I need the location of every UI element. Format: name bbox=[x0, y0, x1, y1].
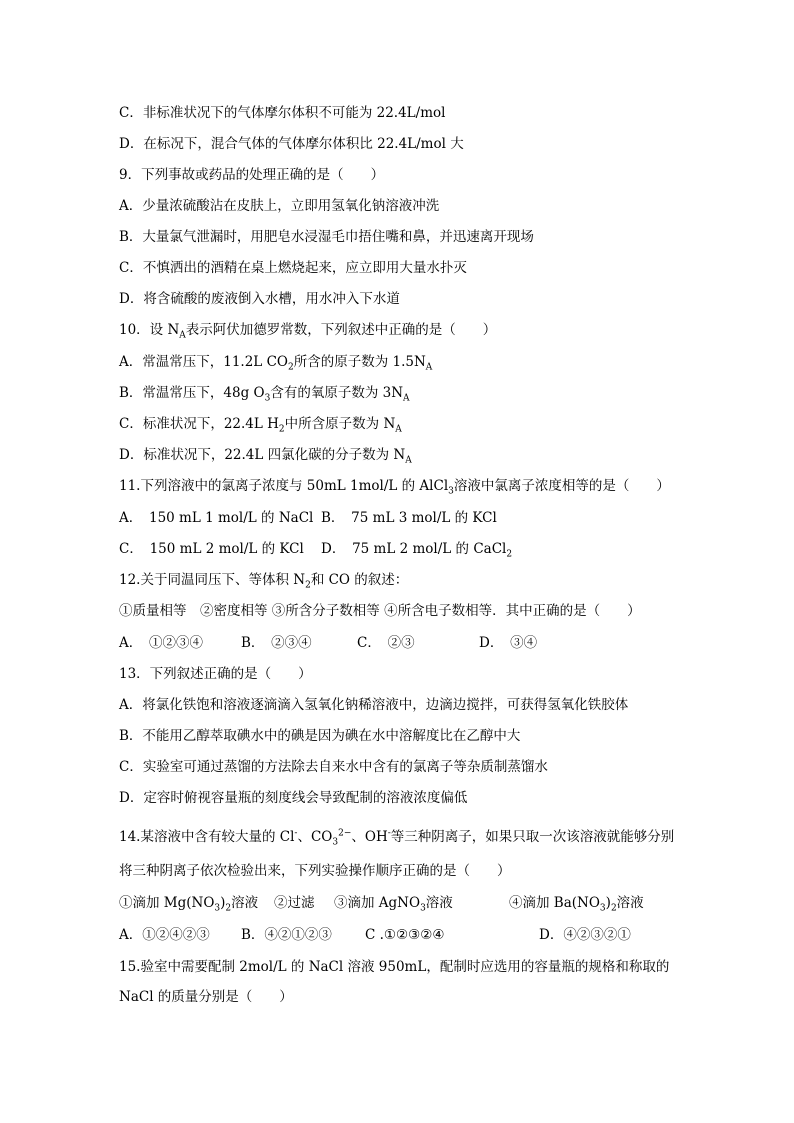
q14-option-a: A．①②④②③ bbox=[119, 927, 210, 943]
q14-option-b: B．④②①②③ bbox=[241, 927, 332, 943]
q10-option-c: C．标准状况下，22.4L $H_2$中所含原子数为 $N_A$ bbox=[119, 416, 402, 435]
q14-stem-line2: 将三种阴离子依次检验出来，下列实验操作顺序正确的是（ ） bbox=[119, 863, 511, 879]
q12-option-d: D． ③④ bbox=[479, 635, 538, 651]
q9-option-c: C．不慎洒出的酒精在桌上燃烧起来，应立即用大量水扑灭 bbox=[119, 260, 467, 276]
q8-option-c: C．非标准状况下的气体摩尔体积不可能为 22.4L/mol bbox=[119, 105, 446, 121]
q9-option-d: D．将含硫酸的废液倒入水槽，用水冲入下水道 bbox=[119, 291, 400, 307]
q14-option-c: C .①②③②④ bbox=[365, 927, 445, 943]
q10-option-a: A．常温常压下，11.2L $CO_2$所含的原子数为 $1.5N_A$ bbox=[119, 354, 433, 373]
q12-stem: 12.关于同温同压下、等体积 $N_2$和 CO 的叙述： bbox=[119, 572, 409, 591]
q14-operation-2: ②过滤 bbox=[274, 895, 315, 911]
q12-option-a: A． ①②③④ bbox=[119, 635, 203, 651]
q9-option-a: A．少量浓硫酸沾在皮肤上，立即用氢氧化钠溶液冲洗 bbox=[119, 198, 440, 214]
q11-option-c: C． 150 mL 2 mol/L 的 KCl bbox=[119, 541, 304, 557]
q11-option-a: A． 150 mL 1 mol/L 的 NaCl bbox=[119, 510, 314, 526]
q14-operation-1: ①滴加 $Mg(NO_3)_2$溶液 bbox=[119, 895, 259, 914]
q12-option-b: B． ②③④ bbox=[241, 635, 312, 651]
q13-option-d: D．定容时俯视容量瓶的刻度线会导致配制的溶液浓度偏低 bbox=[119, 790, 468, 806]
q11-option-d: D． 75 mL 2 mol/L 的 CaCl$_2$ bbox=[321, 541, 513, 560]
q14-option-d: D．④②③②① bbox=[539, 927, 631, 943]
q13-option-b: B．不能用乙醇萃取碘水中的碘是因为碘在水中溶解度比在乙醇中大 bbox=[119, 728, 521, 744]
q14-operation-3: ③滴加 AgNO$_3$溶液 bbox=[334, 895, 453, 914]
q14-operations bbox=[119, 894, 644, 912]
q12-option-c: C． ②③ bbox=[357, 635, 415, 651]
q8-option-d: D．在标况下，混合气体的气体摩尔体积比 22.4L/mol 大 bbox=[119, 136, 464, 152]
q15-stem-line1: 15.验室中需要配制 2mol/L 的 NaCl 溶液 950mL，配制时应选用的容量瓶的规格和称取的 bbox=[119, 959, 670, 975]
q9-stem: 9．下列事故或药品的处理正确的是（ ） bbox=[119, 167, 385, 183]
q10-option-b: B．常温常压下，48g $O_3$含有的氧原子数为 $3N_A$ bbox=[119, 385, 410, 404]
q13-option-c: C．实验室可通过蒸馏的方法除去自来水中含有的氯离子等杂质制蒸馏水 bbox=[119, 759, 548, 775]
q13-option-a: A．将氯化铁饱和溶液逐滴滴入氢氧化钠稀溶液中，边滴边搅拌，可获得氢氧化铁胶体 bbox=[119, 697, 629, 713]
q11-option-b: B． 75 mL 3 mol/L 的 KCl bbox=[321, 510, 497, 526]
q9-option-b: B．大量氯气泄漏时，用肥皂水浸湿毛巾捂住嘴和鼻，并迅速离开现场 bbox=[119, 229, 534, 245]
q14-operation-4: ④滴加 $Ba(NO_3)_2$溶液 bbox=[509, 895, 644, 914]
q14-options bbox=[119, 926, 631, 944]
q10-option-d: D．标准状况下，22.4L 四氯化碳的分子数为 $N_A$ bbox=[119, 447, 412, 466]
q11-options-ab bbox=[119, 509, 497, 527]
q11-stem: 11.下列溶液中的氯离子浓度与 50mL 1mol/L 的 AlCl$_3$溶液中氯离子浓度相等的是（ ） bbox=[119, 478, 670, 497]
q15-stem-line2: NaCl 的质量分别是（ ） bbox=[119, 989, 293, 1005]
q12-options bbox=[119, 634, 537, 652]
q10-stem: 10．设 $N_A$表示阿伏加德罗常数，下列叙述中正确的是（ ） bbox=[119, 322, 497, 341]
q13-stem: 13．下列叙述正确的是（ ） bbox=[119, 666, 312, 682]
q11-options-cd bbox=[119, 540, 512, 558]
q14-stem-line1: 14.某溶液中含有较大量的 Cl-、$CO_3^{2-}$、OH-等三种阴离子，如果只取一次该溶液就能够分别 bbox=[119, 828, 675, 848]
q12-items: ①质量相等 ②密度相等 ③所含分子数相等 ④所含电子数相等．其中正确的是（ ） bbox=[119, 603, 641, 619]
